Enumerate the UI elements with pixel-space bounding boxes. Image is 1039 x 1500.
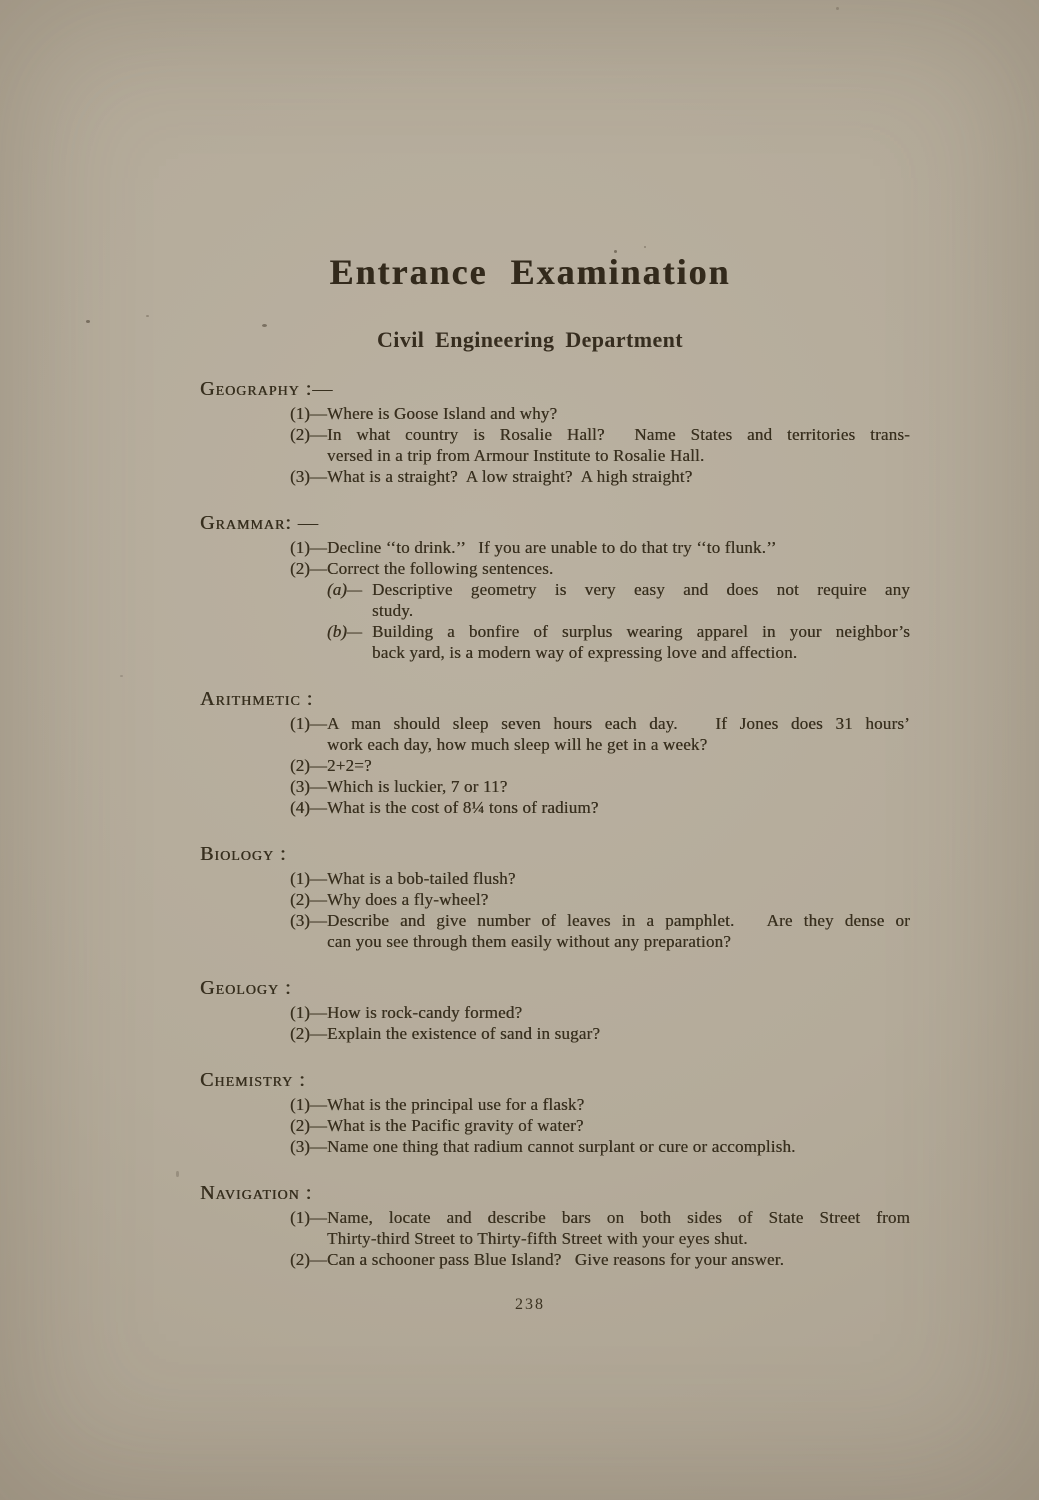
question-line: Why does a fly-wheel?: [327, 890, 489, 909]
exam-section: [150, 687, 910, 818]
exam-question: [150, 1136, 910, 1157]
section-heading: [150, 976, 910, 1000]
page-title: Entrance Examination: [329, 252, 731, 292]
exam-question: [150, 1115, 910, 1136]
question-number: (2)—: [290, 559, 327, 578]
section-heading: [150, 842, 910, 866]
question-text: [327, 755, 910, 776]
section-heading: [150, 1068, 910, 1092]
question-number: (1)—: [290, 1208, 327, 1227]
question-text: [327, 558, 910, 579]
question-number: (4)—: [290, 798, 327, 817]
paper-speck: [146, 315, 149, 317]
question-number: (2)—: [290, 890, 327, 909]
question-line: Describe and give number of leaves in a pamphlet. Are they dense or: [327, 911, 910, 930]
section-name: Geology: [200, 977, 279, 999]
question-number: (1)—: [290, 404, 327, 423]
question-line: 2+2=?: [327, 756, 372, 775]
question-text: [327, 1002, 910, 1023]
section-name: Chemistry: [200, 1069, 294, 1091]
question-text: [327, 1207, 910, 1249]
question-text: [327, 1023, 910, 1044]
question-line: Building a bonfire of surplus wearing apparel in your neighbor’s: [372, 622, 910, 641]
page-subtitle: Civil Engineering Department: [377, 327, 683, 352]
exam-question: [150, 797, 910, 818]
section-heading: [150, 377, 910, 401]
question-number: (3)—: [290, 777, 327, 796]
exam-question: [150, 466, 910, 487]
question-text: [327, 1249, 910, 1270]
exam-question: [150, 1094, 910, 1115]
question-text: [327, 466, 910, 487]
question-number: (1)—: [290, 714, 327, 733]
section-heading: [150, 1181, 910, 1205]
question-line: back yard, is a modern way of expressing love and affection.: [372, 643, 798, 662]
question-text: [327, 910, 910, 952]
question-line: In what country is Rosalie Hall? Name States and territories trans-: [327, 425, 910, 444]
exam-question: [150, 1249, 910, 1270]
exam-question: [150, 755, 910, 776]
question-line: study.: [372, 601, 414, 620]
question-text: [372, 579, 910, 621]
question-number: (1)—: [290, 1095, 327, 1114]
question-number: (a)—: [327, 580, 362, 599]
section-name: Arithmetic: [200, 688, 301, 710]
question-line: Name one thing that radium cannot surplant or cure or accomplish.: [327, 1137, 796, 1156]
page-number: 238: [515, 1296, 545, 1313]
question-line: Decline ‘‘to drink.’’ If you are unable to do that try ‘‘to flunk.’’: [327, 538, 777, 557]
section-name: Grammar: [200, 512, 286, 534]
question-line: What is a straight? A low straight? A high straight?: [327, 467, 693, 486]
question-line: Can a schooner pass Blue Island? Give reasons for your answer.: [327, 1250, 785, 1269]
exam-question: [150, 537, 910, 558]
question-text: [327, 797, 910, 818]
exam-section: [150, 976, 910, 1044]
paper-speck: [86, 320, 90, 323]
section-punctuation: :: [279, 977, 292, 999]
exam-question: [150, 621, 910, 663]
exam-question: [150, 1002, 910, 1023]
section-name: Navigation: [200, 1182, 300, 1204]
question-text: [327, 1094, 910, 1115]
question-text: [327, 424, 910, 466]
section-punctuation: :: [293, 1069, 306, 1091]
question-line: versed in a trip from Armour Institute to Rosalie Hall.: [327, 446, 705, 465]
question-text: [327, 403, 910, 424]
exam-section: [150, 511, 910, 663]
question-number: (1)—: [290, 538, 327, 557]
question-line: What is the Pacific gravity of water?: [327, 1116, 584, 1135]
question-text: [327, 713, 910, 755]
question-number: (b)—: [327, 622, 362, 641]
section-punctuation: :: [299, 1182, 313, 1204]
exam-section: [150, 1181, 910, 1270]
exam-question: [150, 889, 910, 910]
question-line: Name, locate and describe bars on both sides of State Street from: [327, 1208, 910, 1227]
question-number: (1)—: [290, 869, 327, 888]
text-block: [150, 0, 910, 1314]
question-number: (2)—: [290, 1116, 327, 1135]
exam-section: [150, 377, 910, 487]
question-line: A man should sleep seven hours each day. If Jones does 31 hours’: [327, 714, 910, 733]
question-line: What is the principal use for a flask?: [327, 1095, 585, 1114]
section-heading: [150, 511, 910, 535]
question-line: What is a bob-tailed flush?: [327, 869, 516, 888]
paper-speck: [120, 675, 123, 677]
exam-question: [150, 776, 910, 797]
exam-question: [150, 424, 910, 466]
exam-question: [150, 1023, 910, 1044]
question-text: [327, 537, 910, 558]
question-number: (2)—: [290, 425, 327, 444]
question-text: [372, 621, 910, 663]
section-punctuation: :: [274, 843, 287, 865]
exam-section: [150, 1068, 910, 1157]
exam-question: [150, 868, 910, 889]
question-line: Descriptive geometry is very easy and does not require any: [372, 580, 910, 599]
question-number: (1)—: [290, 1003, 327, 1022]
question-text: [327, 889, 910, 910]
question-line: What is the cost of 8¼ tons of radium?: [327, 798, 599, 817]
question-line: Correct the following sentences.: [327, 559, 554, 578]
section-name: Biology: [200, 843, 274, 865]
question-text: [327, 868, 910, 889]
exam-sections: [150, 377, 910, 1270]
exam-question: [150, 713, 910, 755]
question-line: Thirty-third Street to Thirty-fifth Street with your eyes shut.: [327, 1229, 748, 1248]
section-punctuation: :—: [299, 378, 334, 400]
question-number: (3)—: [290, 1137, 327, 1156]
question-line: work each day, how much sleep will he get in a week?: [327, 735, 708, 754]
exam-question: [150, 579, 910, 621]
exam-question: [150, 1207, 910, 1249]
section-punctuation: : —: [285, 512, 319, 534]
question-number: (3)—: [290, 911, 327, 930]
exam-section: [150, 842, 910, 952]
question-line: Explain the existence of sand in sugar?: [327, 1024, 601, 1043]
question-number: (2)—: [290, 1024, 327, 1043]
question-number: (2)—: [290, 756, 327, 775]
question-number: (2)—: [290, 1250, 327, 1269]
exam-question: [150, 558, 910, 579]
section-name: Geography: [200, 378, 300, 400]
question-line: Which is luckier, 7 or 11?: [327, 777, 508, 796]
question-text: [327, 776, 910, 797]
section-punctuation: :: [300, 688, 314, 710]
question-text: [327, 1136, 910, 1157]
exam-question: [150, 403, 910, 424]
exam-question: [150, 910, 910, 952]
question-line: Where is Goose Island and why?: [327, 404, 558, 423]
question-text: [327, 1115, 910, 1136]
question-line: How is rock-candy formed?: [327, 1003, 523, 1022]
question-number: (3)—: [290, 467, 327, 486]
section-heading: [150, 687, 910, 711]
question-line: can you see through them easily without any preparation?: [327, 932, 731, 951]
